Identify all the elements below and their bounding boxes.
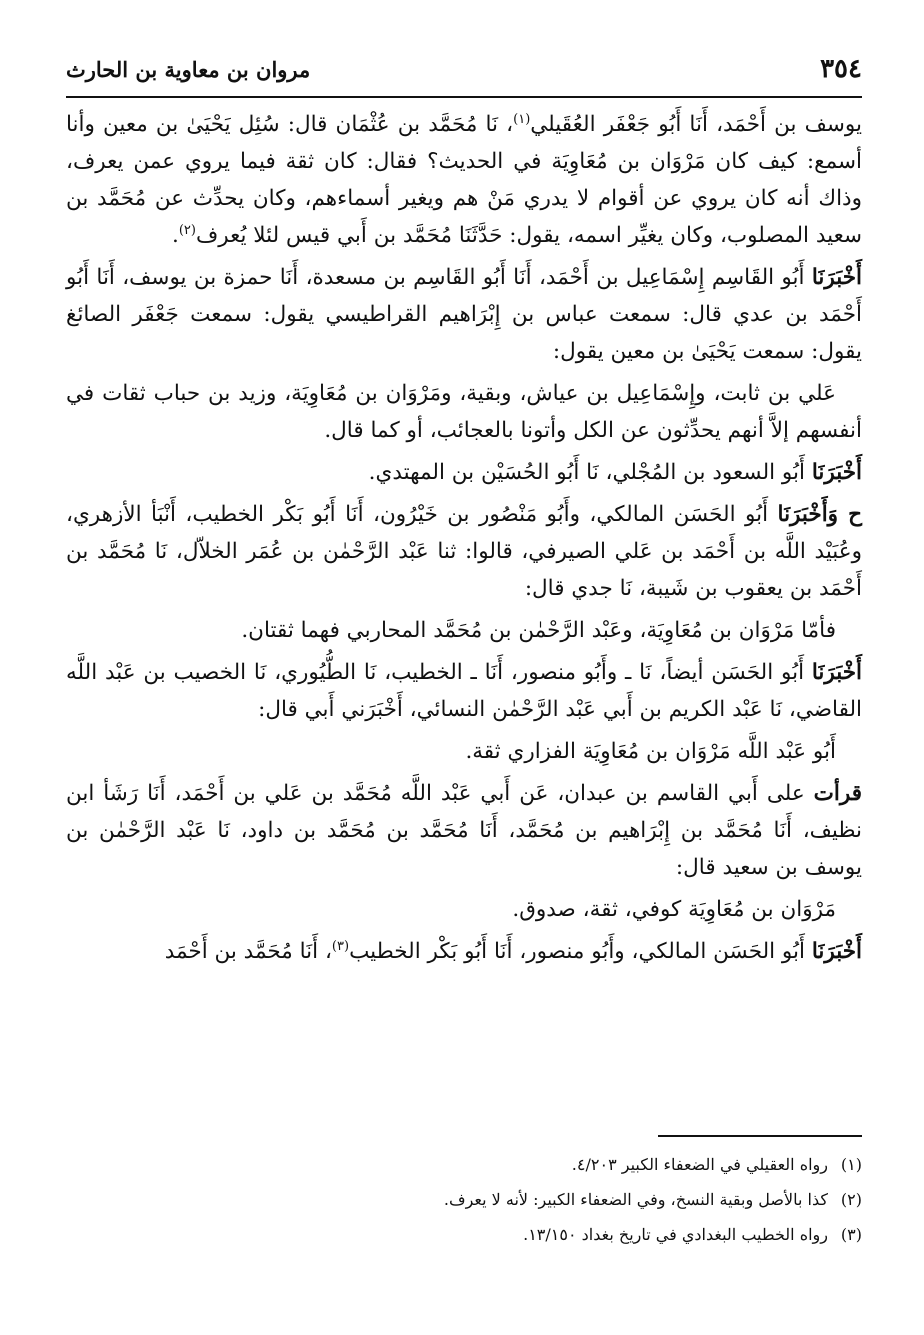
footnote-rule	[658, 1135, 862, 1137]
paragraph-1	[66, 106, 862, 254]
paragraph-11	[66, 933, 862, 970]
paragraph-6	[66, 612, 862, 649]
paragraph-5	[66, 496, 862, 607]
footnotes	[66, 1147, 862, 1252]
page-header	[66, 44, 862, 94]
paragraph-7	[66, 654, 862, 728]
footnote-number: (٣)	[840, 1225, 862, 1244]
main-text	[66, 106, 862, 975]
paragraph-text: .	[171, 223, 179, 248]
running-title: مروان بن معاوية بن الحارث	[66, 56, 311, 82]
paragraph-text: مَرْوَان بن مُعَاوِيَة كوفي، ثقة، صدوق.	[512, 897, 836, 922]
paragraph-text: أَبُو الحَسَن أيضاً، نَا ـ وأَبُو منصور، أَنَا ـ الخطيب، نَا الطُّيُوري، نَا الخصيب بن عَبْد اللَّه القاضي، نَا عَبْد الكريم بن أَبي عَبْد الرَّحْمٰن النسائي، أَخْبَرَني أَبي قال:	[66, 660, 862, 722]
paragraph-text: فأمّا مَرْوَان بن مُعَاوِيَة، وعَبْد الرَّحْمٰن بن مُحَمَّد المحاربي فهما ثقتان.	[241, 618, 836, 643]
paragraph-text: أَبُو السعود بن المُجْلي، نَا أَبُو الحُسَيْن بن المهتدي.	[368, 460, 805, 485]
footnote-ref-1[interactable]: (١)	[513, 111, 531, 127]
paragraph-text: أَبُو الحَسَن المالكي، وأَبُو منصور، أَنَا أَبُو بَكْر الخطيب	[349, 939, 805, 964]
footnote-number: (١)	[840, 1155, 862, 1174]
footnote-2	[66, 1182, 862, 1217]
footnote-ref-2[interactable]: (٢)	[178, 222, 196, 238]
paragraph-text: ، نَا مُحَمَّد بن عُثْمَان قال: سُئِل يَحْيَىٰ بن معين وأنا أسمع: كيف كان مَرْوَان بن مُعَاوِيَة في الحديث؟ فقال: كان ثقة فيما يروي عمن يعرف، وذاك أنه كان يروي عن أقوام لا يدري مَنْ هم ويغير أسماءهم، وكان يحدِّث عن مُحَمَّد بن سعيد المصلوب، وكان يغيِّر اسمه، يقول: حَدَّثَنَا مُحَمَّد بن أَبي قيس لئلا يُعرف	[66, 112, 862, 248]
paragraph-text: أَبُو عَبْد اللَّه مَرْوَان بن مُعَاوِيَة الفزاري ثقة.	[465, 739, 836, 764]
paragraph-10	[66, 891, 862, 928]
lead-word: أَخْبَرَنَا	[811, 460, 862, 485]
lead-word: أَخْبَرَنَا	[811, 660, 862, 685]
lead-word: قرأت	[813, 781, 862, 806]
paragraph-text: يوسف بن أَحْمَد، أَنَا أَبُو جَعْفَر العُقَيلي	[530, 112, 862, 137]
paragraph-text: أَبُو الحَسَن المالكي، وأَبُو مَنْصُور بن خَيْرُون، أَنَا أَبُو بَكْر الخطيب، أَنْبَأ الأزهري، وعُبَيْد اللَّه بن أَحْمَد بن عَلي الصيرفي، قالوا: ثنا عَبْد الرَّحْمٰن بن عُمَر الخلاّل، نَا مُحَمَّد بن أَحْمَد بن يعقوب بن شَيبة، نَا جدي قال:	[66, 502, 862, 601]
footnote-text: رواه الخطيب البغدادي في تاريخ بغداد ١٣/١٥٠.	[523, 1225, 828, 1244]
footnote-number: (٢)	[840, 1190, 862, 1209]
footnote-ref-3[interactable]: (٣)	[331, 938, 350, 954]
footnote-text: رواه العقيلي في الضعفاء الكبير ٤/٢٠٣.	[571, 1155, 828, 1174]
paragraph-4	[66, 454, 862, 491]
paragraph-8	[66, 733, 862, 770]
lead-word: ح وَأَخْبَرَنَا	[777, 502, 863, 527]
paragraph-3	[66, 375, 862, 449]
paragraph-text: أَبُو القَاسِم إِسْمَاعِيل بن أَحْمَد، أَنَا أَبُو القَاسِم بن مسعدة، أَنَا حمزة بن يوسف، أَنَا أَبُو أَحْمَد بن عدي قال: سمعت عباس بن إِبْرَاهيم القراطيسي يقول: سمعت جَعْفَر الصائغ يقول: سمعت يَحْيَىٰ بن معين يقول:	[66, 265, 862, 364]
footnote-1	[66, 1147, 862, 1182]
paragraph-9	[66, 775, 862, 886]
lead-word: أَخْبَرَنَا	[811, 939, 862, 964]
page-number: ٣٥٤	[820, 54, 862, 84]
paragraph-text: عَلي بن ثابت، وإِسْمَاعِيل بن عياش، وبقية، ومَرْوَان بن مُعَاوِيَة، وزيد بن حباب ثقات في أنفسهم إلاَّ أنهم يحدِّثون عن الكل وأتونا بالعجائب، أو كما قال.	[66, 381, 862, 443]
header-rule	[66, 96, 862, 98]
paragraph-text: على أَبي القاسم بن عبدان، عَن أَبي عَبْد اللَّه مُحَمَّد بن عَلي بن أَحْمَد، أَنَا رَشَأ ابن نظيف، أَنَا مُحَمَّد بن إِبْرَاهيم بن مُحَمَّد، أَنَا مُحَمَّد بن مُحَمَّد بن داود، نَا عَبْد الرَّحْمٰن بن يوسف بن سعيد قال:	[66, 781, 862, 880]
footnote-3	[66, 1217, 862, 1252]
footnote-text: كذا بالأصل وبقية النسخ، وفي الضعفاء الكبير: لأنه لا يعرف.	[443, 1190, 828, 1209]
lead-word: أَخْبَرَنَا	[811, 265, 862, 290]
paragraph-2	[66, 259, 862, 370]
paragraph-text: ، أَنَا مُحَمَّد بن أَحْمَد	[164, 939, 332, 964]
